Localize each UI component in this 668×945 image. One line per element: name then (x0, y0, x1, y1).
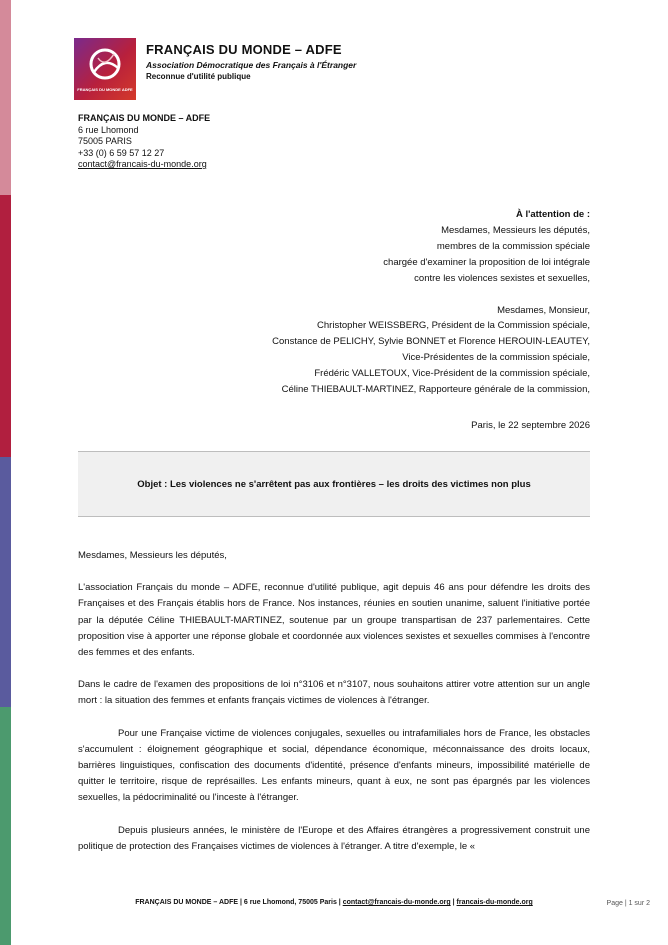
recipient-line: Céline THIEBAULT-MARTINEZ, Rapporteure générale de la commission, (281, 384, 590, 396)
recipient-line: Frédéric VALLETOUX, Vice-Président de la commission spéciale, (314, 368, 590, 380)
page-number: Page | 1 sur 2 (606, 900, 650, 907)
recipient-line: Mesdames, Messieurs les députés, (441, 224, 590, 236)
footer-email-link[interactable]: contact@francais-du-monde.org (342, 899, 451, 906)
letter-body (78, 548, 590, 871)
body-paragraph: Dans le cadre de l'examen des propositions de loi n°3106 et n°3107, nous souhaitons attirer votre attention sur un angle mort : la situation des femmes et enfants français victimes de violences à l'étranger. (78, 679, 590, 707)
org-recognition: Reconnue d'utilité publique (146, 72, 251, 81)
recipient-line: Constance de PELICHY, Sylvie BONNET et Florence HEROUIN-LEAUTEY, (272, 336, 590, 348)
footer-separator: | (452, 899, 455, 906)
salutation: Mesdames, Messieurs les députés, (78, 550, 227, 561)
org-logo (74, 38, 136, 100)
attention-heading: À l'attention de : (515, 209, 590, 220)
recipient-line: Christopher WEISSBERG, Président de la Commission spéciale, (317, 320, 590, 332)
recipient-block (70, 207, 590, 398)
side-stripe-green (0, 707, 11, 945)
logo-text: FRANÇAIS DU MONDE ADFE (77, 87, 133, 92)
side-stripe-pink (0, 0, 11, 195)
recipient-line: chargée d'examiner la proposition de loi intégrale (383, 256, 590, 268)
sender-city: 75005 PARIS (78, 136, 132, 146)
subject-box (78, 451, 590, 517)
side-stripe-blue (0, 457, 11, 707)
sender-phone: +33 (0) 6 59 57 12 27 (78, 147, 165, 158)
side-stripe-red (0, 195, 11, 457)
recipient-line: contre les violences sexistes et sexuelles, (414, 272, 590, 284)
body-paragraph: Depuis plusieurs années, le ministère de l'Europe et des Affaires étrangères a progressivement construit une politique de protection des Françaises victimes de violences à l'étranger. A titre d'exemple, le « (78, 824, 590, 852)
sender-address (78, 113, 210, 171)
subject-text: Objet : Les violences ne s'arrêtent pas aux frontières – les droits des victimes non plus (137, 478, 531, 490)
page-footer (0, 899, 668, 906)
recipient-line: Vice-Présidentes de la commission spéciale, (402, 352, 590, 364)
letter-date: Paris, le 22 septembre 2026 (471, 420, 590, 431)
recipient-line: Mesdames, Monsieur, (497, 304, 590, 316)
sender-street: 6 rue Lhomond (78, 124, 139, 135)
footer-org: FRANÇAIS DU MONDE – ADFE | 6 rue Lhomond, 75005 Paris | (135, 899, 341, 906)
body-paragraph: Pour une Française victime de violences conjugales, sexuelles ou intrafamiliales hors de France, les obstacles s'accumulent : éloignement géographique et social, dépendance économique, méconnaissance des droits locaux, barrières linguistiques, confiscation des documents d'identité, présence d'enfants mineurs, impossibilité matérielle de quitter le territoire, risque de représailles. Les enfants mineurs, quant à eux, ne sont pas épargnés par les violences sexuelles, la pédocriminalité ou l'inceste à l'étranger. (78, 727, 590, 804)
body-paragraph: L'association Français du monde – ADFE, reconnue d'utilité publique, agit depuis 46 ans pour défendre les droits des Françaises et des Français établis hors de France. Nos instances, réunies en soutien unanime, saluent l'initiative portée par la députée Céline THIEBAULT-MARTINEZ, soutenue par un groupe transpartisan de 237 parlementaires. Cette proposition vise à apporter une réponse globale et coordonnée aux violences sexistes et sexuelles commises à l'encontre des femmes et des enfants. (78, 582, 590, 659)
footer-website-link[interactable]: francais-du-monde.org (456, 899, 533, 906)
sender-name: FRANÇAIS DU MONDE – ADFE (78, 113, 211, 123)
sender-email-link[interactable]: contact@francais-du-monde.org (78, 159, 207, 169)
org-title: FRANÇAIS DU MONDE – ADFE (146, 42, 342, 57)
org-subtitle: Association Démocratique des Français à l'Étranger (146, 60, 357, 70)
recipient-line: membres de la commission spéciale (436, 240, 590, 252)
